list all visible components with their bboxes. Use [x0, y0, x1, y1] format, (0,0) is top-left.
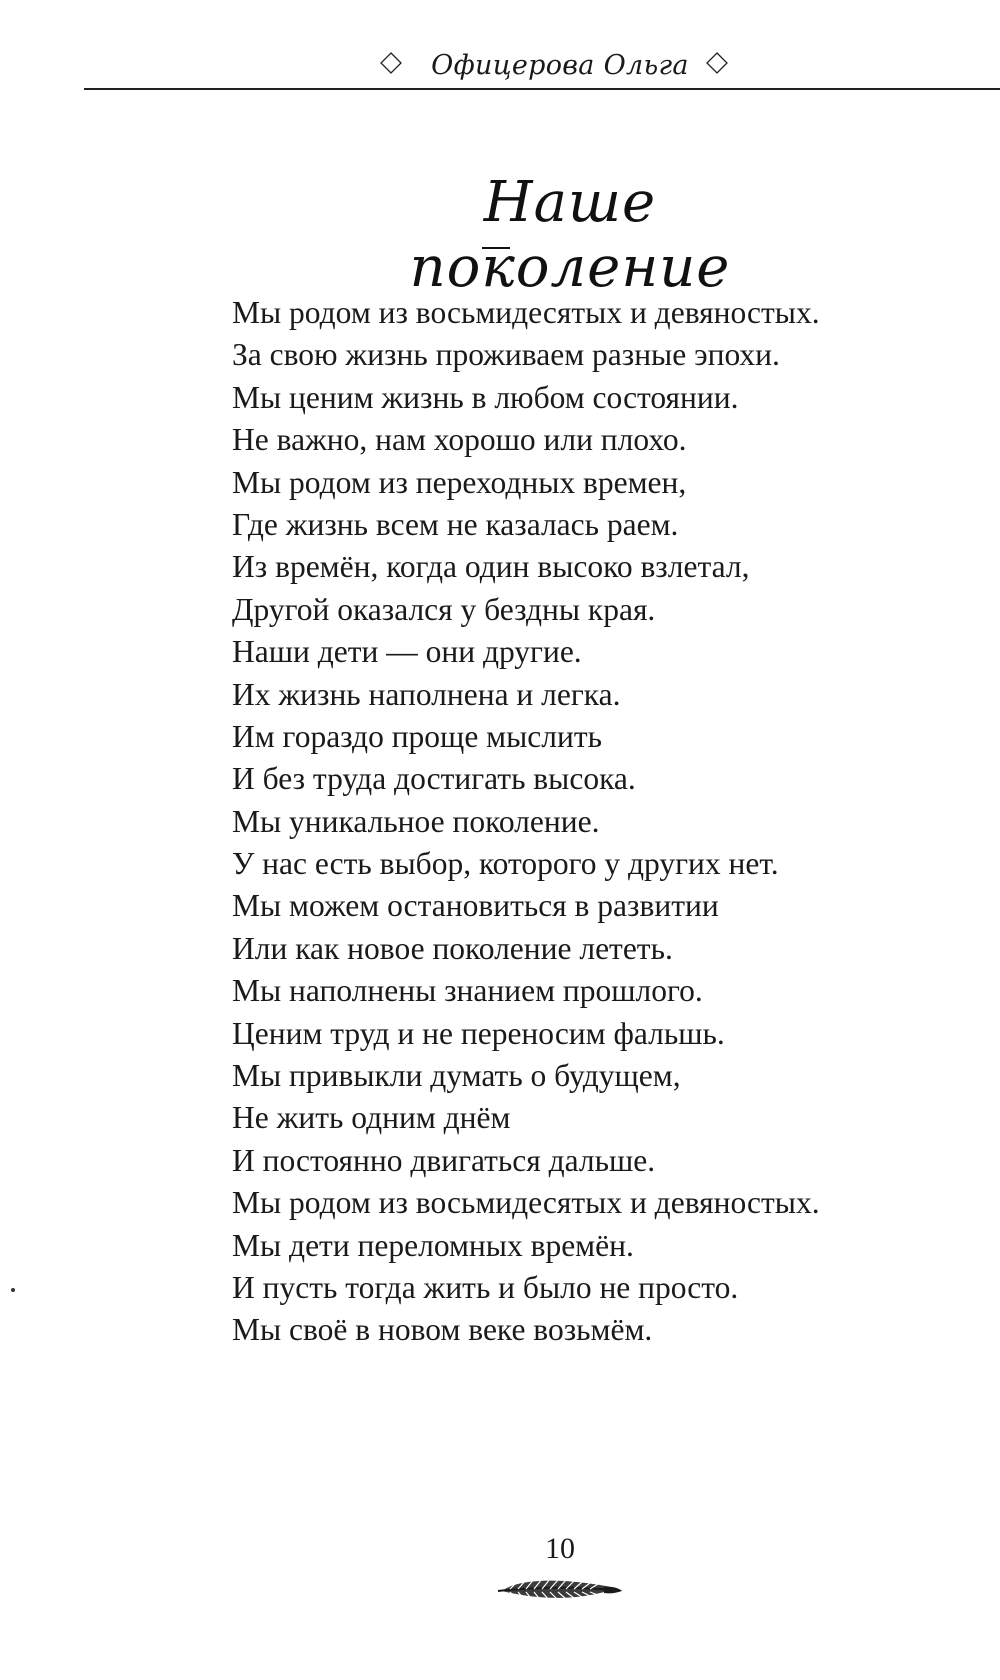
poem-line: Мы родом из восьмидесятых и девяностых. — [232, 295, 820, 330]
poem-line: Или как новое поколение лететь. — [232, 930, 673, 966]
poem-body — [232, 292, 972, 1352]
author-name: Офицерова Ольга — [431, 50, 689, 81]
poem-line: Из времён, когда один высоко взлетал, — [232, 549, 750, 585]
poem-line: Где жизнь всем не казалась раем. — [232, 506, 679, 542]
poem-line: У нас есть выбор, которого у других нет. — [232, 846, 779, 882]
poem-line: И постоянно двигаться дальше. — [232, 1142, 656, 1178]
poem-line: Мы наполнены знанием прошлого. — [232, 973, 703, 1009]
poem-line: И пусть тогда жить и было не просто. — [232, 1269, 739, 1305]
poem-line: Мы родом из переходных времен, — [232, 464, 687, 500]
poem-line: Не важно, нам хорошо или плохо. — [232, 422, 687, 458]
poem-line: Их жизнь наполнена и легка. — [232, 676, 621, 712]
feather-icon — [496, 1574, 624, 1606]
scan-speck — [11, 1288, 15, 1292]
poem-line: Мы можем остановиться в развитии — [232, 888, 719, 924]
poem-line: Мы своё в новом веке возьмём. — [232, 1312, 653, 1348]
poem-line: И без труда достигать высока. — [232, 761, 636, 797]
running-header — [0, 0, 1000, 100]
poem-line: Им гораздо проще мыслить — [232, 718, 602, 754]
poem-line: Наши дети — они другие. — [232, 634, 582, 670]
diamond-icon — [706, 52, 728, 74]
poem-title: Наше поколение — [409, 170, 731, 300]
poem-line: Другой оказался у бездны края. — [232, 591, 656, 627]
poem-line: Мы уникальное поколение. — [232, 803, 600, 839]
poem-line: Мы дети переломных времён. — [232, 1227, 634, 1263]
poem-line: Мы родом из восьмидесятых и девяностых. — [232, 1185, 820, 1221]
poem-line: Мы привыкли думать о будущем, — [232, 1058, 681, 1094]
page-number: 10 — [545, 1532, 575, 1565]
header-rule — [84, 88, 1000, 90]
title-flourish — [482, 247, 510, 249]
poem-line: Не жить одним днём — [232, 1100, 511, 1136]
diamond-icon — [380, 52, 402, 74]
poem-line: Мы ценим жизнь в любом состоянии. — [232, 379, 739, 415]
poem-line: Ценим труд и не переносим фальшь. — [232, 1015, 725, 1051]
poem-line: За свою жизнь проживаем разные эпохи. — [232, 337, 780, 373]
